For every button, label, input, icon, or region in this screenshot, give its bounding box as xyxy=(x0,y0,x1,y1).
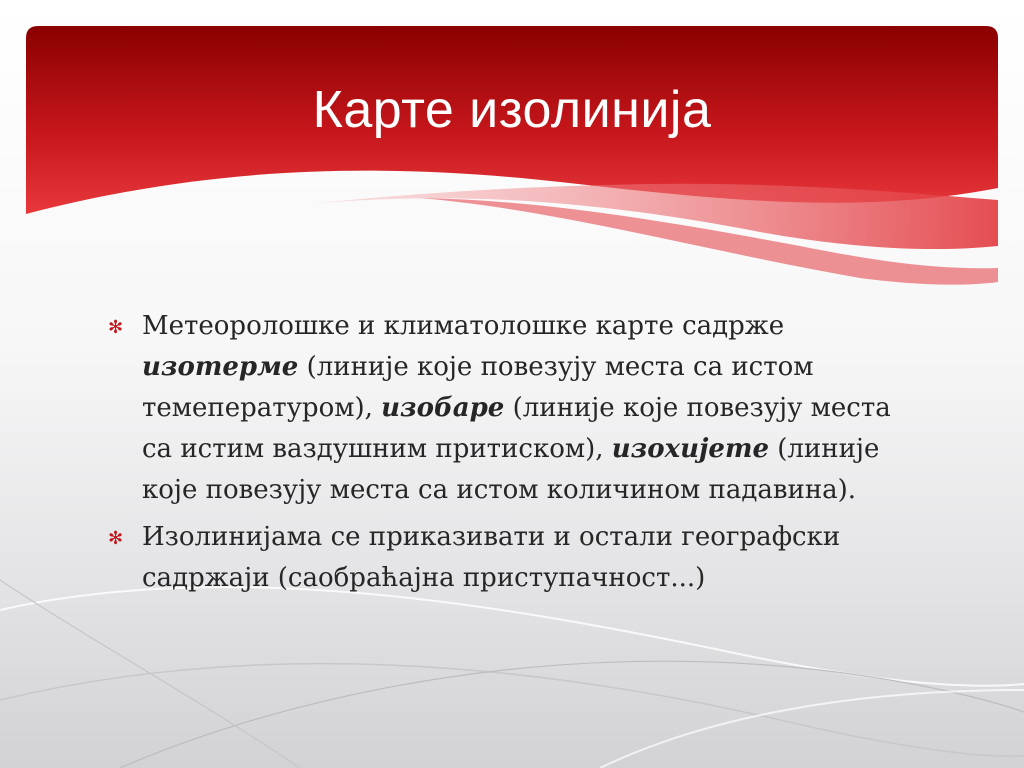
bg-curve-3 xyxy=(120,661,1024,768)
term-isobars: изобаре xyxy=(381,393,505,423)
bullet-item-other-content xyxy=(108,517,908,599)
text-segment: Метеоролошке и климатолошке карте садрже xyxy=(142,311,785,341)
bullet-list xyxy=(108,306,908,605)
term-isohyets: изохијете xyxy=(611,434,769,464)
bullet-item-isolines xyxy=(108,306,908,511)
slide-title: Карте изолинија xyxy=(312,81,712,139)
text-segment: (линије које повезују места са истим ваздушним притиском), xyxy=(142,393,891,464)
asterisk-bullet-icon: ✻ xyxy=(108,317,124,338)
bullet-text: Изолинијама се приказивати и остали географски садржаји (саобраћајна приступачност...) xyxy=(142,522,841,593)
text-segment: (линије које повезују места са истом количином падавина). xyxy=(142,434,880,505)
term-isotherms: изотерме xyxy=(142,352,299,382)
header-wave-light xyxy=(300,184,998,249)
text-segment: (линије које повезују места са истом темепературом), xyxy=(142,352,814,423)
bg-curve-5 xyxy=(600,690,1024,768)
asterisk-bullet-icon: ✻ xyxy=(108,528,124,549)
bullet-text xyxy=(142,311,891,505)
